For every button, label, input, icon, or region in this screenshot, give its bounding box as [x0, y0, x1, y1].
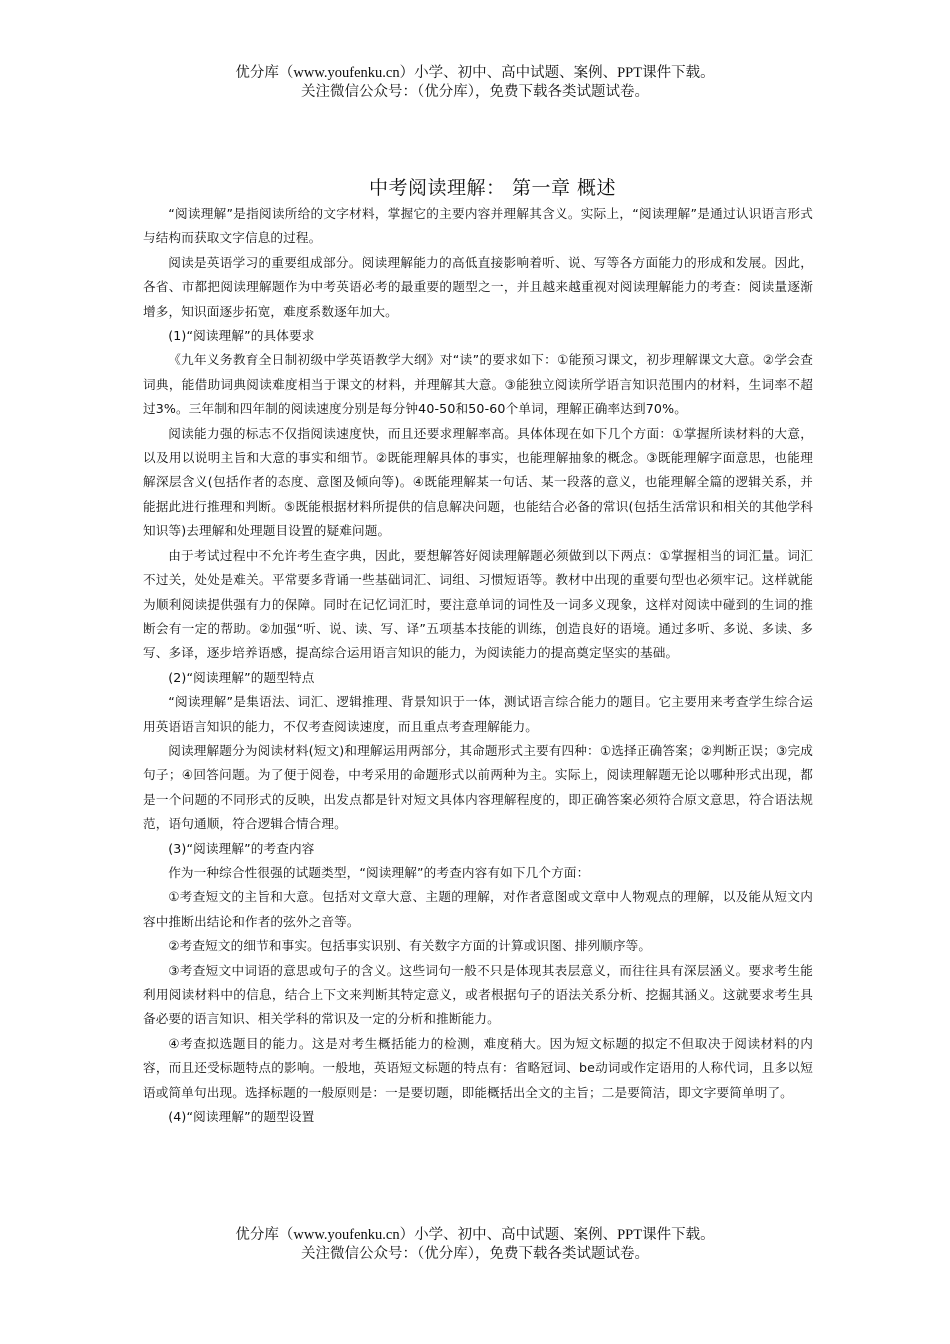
- document-body: [143, 202, 813, 1129]
- page-header: [0, 64, 950, 102]
- footer-line-2: 关注微信公众号：（优分库），免费下载各类试题试卷。: [301, 1246, 649, 1262]
- list-item-details: ②考查短文的细节和事实。包括事实识别、有关数字方面的计算或识图、排列顺序等。: [168, 938, 652, 954]
- paragraph-features: “阅读理解”是集语法、词汇、逻辑推理、背景知识于一体，测试语言综合能力的题目。它主要用来考查学生综合运用英语语言知识的能力，不仅考查阅读速度，而且重点考查理解能力。: [143, 694, 813, 734]
- document-title: 中考阅读理解： 第一章 概述: [368, 177, 617, 199]
- page-footer: [0, 1226, 950, 1264]
- list-item-main-idea: ①考查短文的主旨和大意。包括对文章大意、主题的理解，对作者意图或文章中人物观点的理解，以及能从短文内容中推断出结论和作者的弦外之音等。: [143, 889, 813, 929]
- section-heading-3: (3)“阅读理解”的考查内容: [168, 840, 315, 856]
- footer-line-1: 优分库（www.youfenku.cn）小学、初中、高中试题、案例、PPT课件下载。: [235, 1227, 715, 1243]
- paragraph-content-intro: 作为一种综合性很强的试题类型，“阅读理解”的考查内容有如下几个方面：: [168, 864, 590, 880]
- header-line-2: 关注微信公众号：（优分库），免费下载各类试题试卷。: [301, 84, 649, 100]
- paragraph-question-forms: 阅读理解题分为阅读材料(短文)和理解运用两部分，其命题形式主要有四种：①选择正确答案；②判断正误；③完成句子；④回答问题。为了便于阅卷，中考采用的命题形式以前两种为主。实际上，阅读理解题无论以哪种形式出现，都是一个问题的不同形式的反映，出发点都是针对短文具体内容理解程度的，即正确答案必须符合原文意思，符合语法规范，语句通顺，符合逻辑合情合理。: [143, 742, 813, 832]
- header-line-1: 优分库（www.youfenku.cn）小学、初中、高中试题、案例、PPT课件下载。: [235, 65, 715, 81]
- paragraph-intro: “阅读理解”是指阅读所给的文字材料，掌握它的主要内容并理解其含义。实际上，“阅读理解”是通过认识语言形式与结构而获取文字信息的过程。: [143, 206, 813, 246]
- paragraph-exam-tips: 由于考试过程中不允许考生查字典，因此，要想解答好阅读理解题必须做到以下两点：①掌握相当的词汇量。词汇不过关，处处是难关。平常要多背诵一些基础词汇、词组、习惯短语等。教材中出现的重要句型也必须牢记。这样就能为顺利阅读提供强有力的保障。同时在记忆词汇时，要注意单词的词性及一词多义现象，这样对阅读中碰到的生词的推断会有一定的帮助。②加强“听、说、读、写、译”五项基本技能的训练，创造良好的语境。通过多听、多说、多读、多写、多译，逐步培养语感，提高综合运用语言知识的能力，为阅读能力的提高奠定坚实的基础。: [143, 547, 813, 661]
- list-item-word-meaning: ③考查短文中词语的意思或句子的含义。这些词句一般不只是体现其表层意义，而往往具有深层涵义。要求考生能利用阅读材料中的信息，结合上下文来判断其特定意义，或者根据句子的语法关系分析、挖掘其涵义。这就要求考生具备必要的语言知识、相关学科的常识及一定的分析和推断能力。: [143, 962, 813, 1027]
- section-heading-1: (1)“阅读理解”的具体要求: [168, 328, 315, 344]
- paragraph-ability: 阅读能力强的标志不仅指阅读速度快，而且还要求理解率高。具体体现在如下几个方面：①掌握所读材料的大意，以及用以说明主旨和大意的事实和细节。②既能理解具体的事实，也能理解抽象的概念。③既能理解字面意思，也能理解深层含义(包括作者的态度、意图及倾向等)。④既能理解某一句话、某一段落的意义，也能理解全篇的逻辑关系，并能据此进行推理和判断。⑤既能根据材料所提供的信息解决问题，也能结合必备的常识(包括生活常识和相关的其他学科知识等)去理解和处理题目设置的疑难问题。: [143, 425, 813, 539]
- paragraph-importance: 阅读是英语学习的重要组成部分。阅读理解能力的高低直接影响着听、说、写等各方面能力的形成和发展。因此，各省、市都把阅读理解题作为中考英语必考的最重要的题型之一，并且越来越重视对阅读理解能力的考查：阅读量逐渐增多，知识面逐步拓宽，难度系数逐年加大。: [143, 254, 813, 319]
- list-item-title-choice: ④考查拟选题目的能力。这是对考生概括能力的检测，难度稍大。因为短文标题的拟定不但取决于阅读材料的内容，而且还受标题特点的影响。一般地，英语短文标题的特点有：省略冠词、be动词或作定语用的人称代词，且多以短语或简单句出现。选择标题的一般原则是：一是要切题，即能概括出全文的主旨；二是要简洁，即文字要简单明了。: [143, 1035, 813, 1100]
- section-heading-2: (2)“阅读理解”的题型特点: [168, 669, 315, 685]
- section-heading-4: (4)“阅读理解”的题型设置: [168, 1109, 315, 1125]
- paragraph-syllabus: 《九年义务教育全日制初级中学英语教学大纲》对“读”的要求如下：①能预习课文，初步理解课文大意。②学会查词典，能借助词典阅读难度相当于课文的材料，并理解其大意。③能独立阅读所学语言知识范围内的材料，生词率不超过3%。三年制和四年制的阅读速度分别是每分钟40-50和50-60个单词，理解正确率达到70%。: [143, 352, 813, 417]
